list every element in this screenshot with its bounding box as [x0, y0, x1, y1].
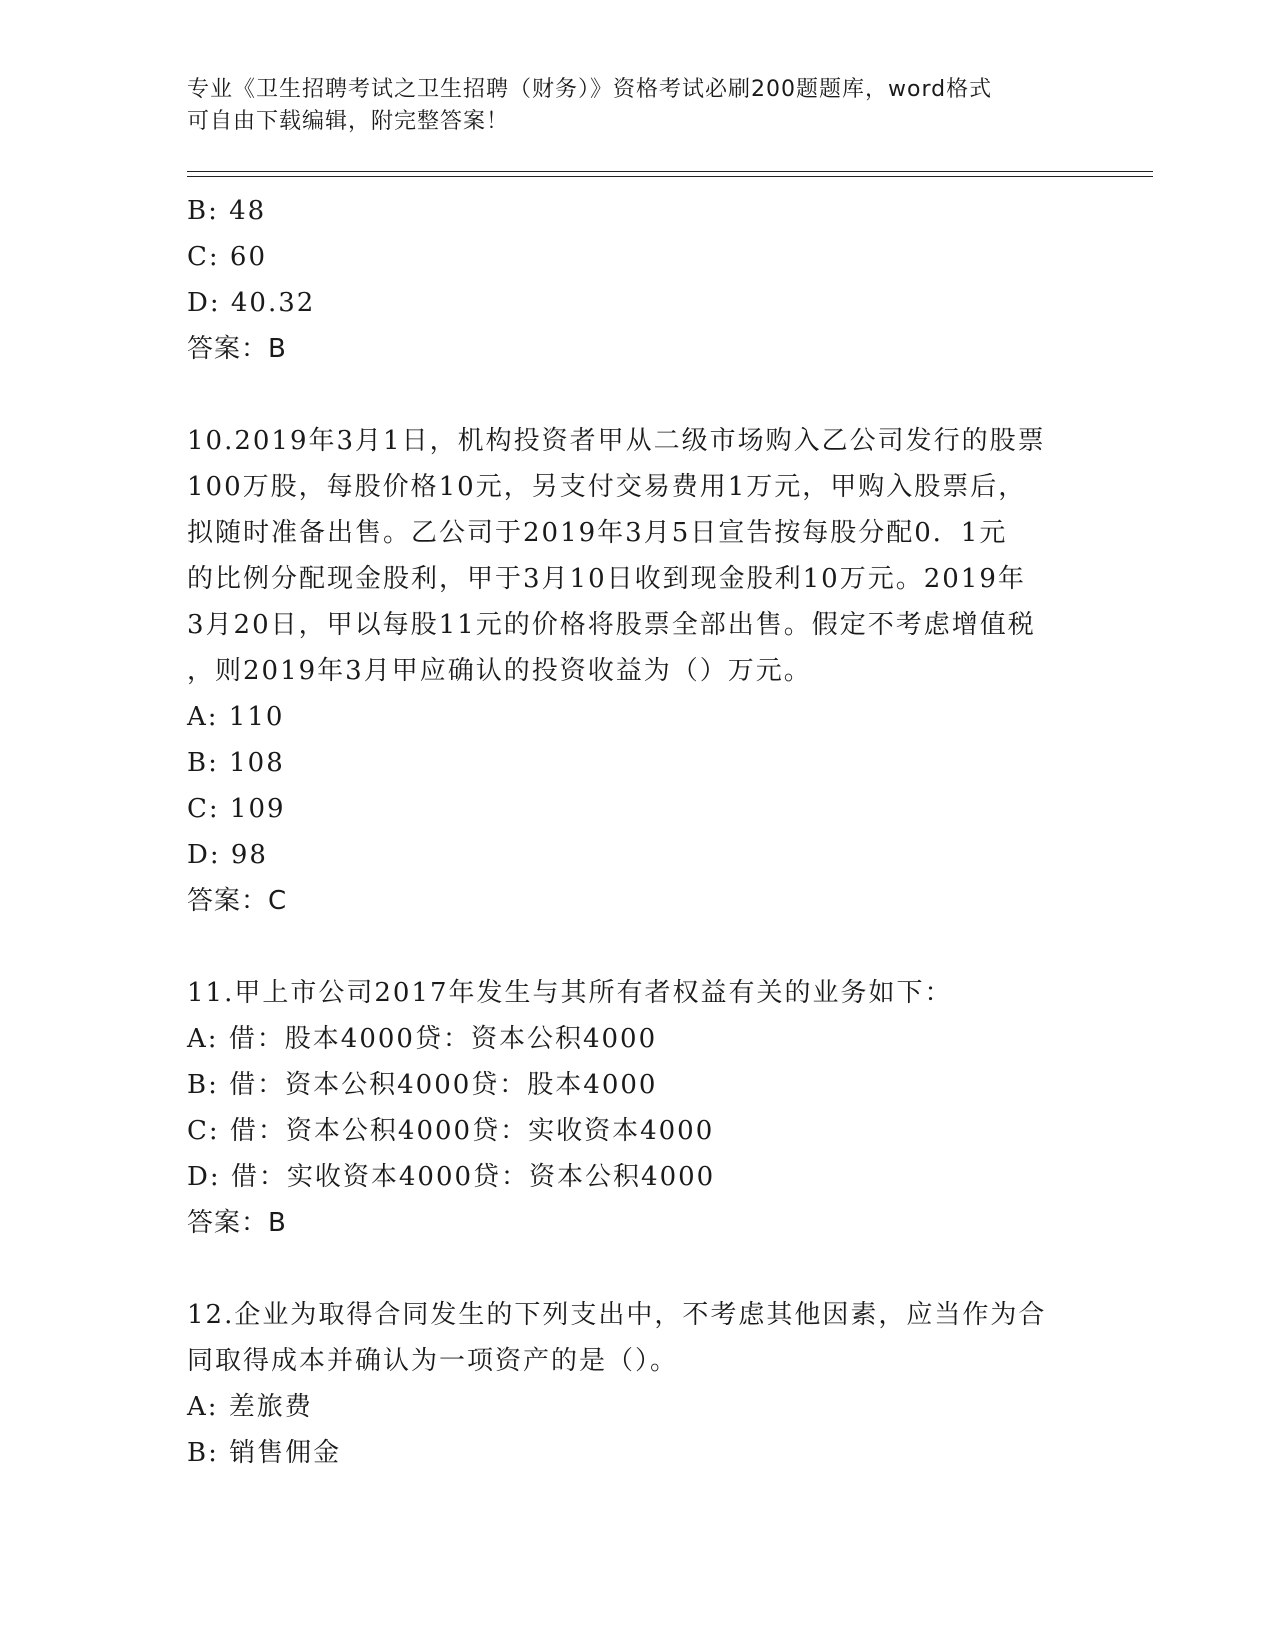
- option-line: A: 110: [187, 702, 285, 732]
- question-text-line: 3月20日，甲以每股11元的价格将股票全部出售。假定不考虑增值税: [187, 610, 1036, 640]
- answer-line: 答案：C: [187, 886, 288, 916]
- question-11: [187, 970, 1087, 1246]
- option-line: B: 108: [187, 748, 285, 778]
- question-text-line: 100万股，每股价格10元，另支付交易费用1万元，甲购入股票后，: [187, 472, 1027, 502]
- question-text-line: 拟随时准备出售。乙公司于2019年3月5日宣告按每股分配0．1元: [187, 518, 1008, 548]
- header-rule-bottom: [187, 176, 1153, 177]
- option-line: A: 差旅费: [187, 1392, 313, 1422]
- question-text-line: 12.企业为取得合同发生的下列支出中，不考虑其他因素，应当作为合: [187, 1300, 1047, 1330]
- question-text-line: 的比例分配现金股利，甲于3月10日收到现金股利10万元。2019年: [187, 564, 1026, 594]
- answer-line: 答案：B: [187, 1208, 287, 1238]
- answer-line: 答案：B: [187, 334, 287, 364]
- option-line: C: 借：资本公积4000贷：实收资本4000: [187, 1116, 715, 1146]
- header-line-1: 专业《卫生招聘考试之卫生招聘（财务）》资格考试必刷200题题库，word格式: [187, 77, 993, 102]
- option-line: B: 48: [187, 196, 267, 226]
- option-line: D: 40.32: [187, 288, 316, 318]
- question-text-line: ，则2019年3月甲应确认的投资收益为（）万元。: [187, 656, 812, 686]
- option-line: B: 借：资本公积4000贷：股本4000: [187, 1070, 658, 1100]
- header-rule-top: [187, 171, 1153, 172]
- question-9-tail: [187, 188, 1087, 372]
- header-line-2: 可自由下载编辑，附完整答案！: [187, 109, 510, 134]
- option-line: D: 98: [187, 840, 268, 870]
- question-text-line: 10.2019年3月1日，机构投资者甲从二级市场购入乙公司发行的股票: [187, 426, 1046, 456]
- document-header: [187, 74, 1067, 138]
- question-12: [187, 1292, 1087, 1476]
- question-text-line: 11.甲上市公司2017年发生与其所有者权益有关的业务如下：: [187, 978, 953, 1008]
- question-10: [187, 418, 1087, 924]
- option-line: A: 借：股本4000贷：资本公积4000: [187, 1024, 658, 1054]
- option-line: C: 109: [187, 794, 286, 824]
- question-text-line: 同取得成本并确认为一项资产的是（）。: [187, 1346, 679, 1376]
- option-line: D: 借：实收资本4000贷：资本公积4000: [187, 1162, 716, 1192]
- option-line: C: 60: [187, 242, 268, 272]
- option-line: B: 销售佣金: [187, 1438, 342, 1468]
- document-body: [187, 188, 1087, 1476]
